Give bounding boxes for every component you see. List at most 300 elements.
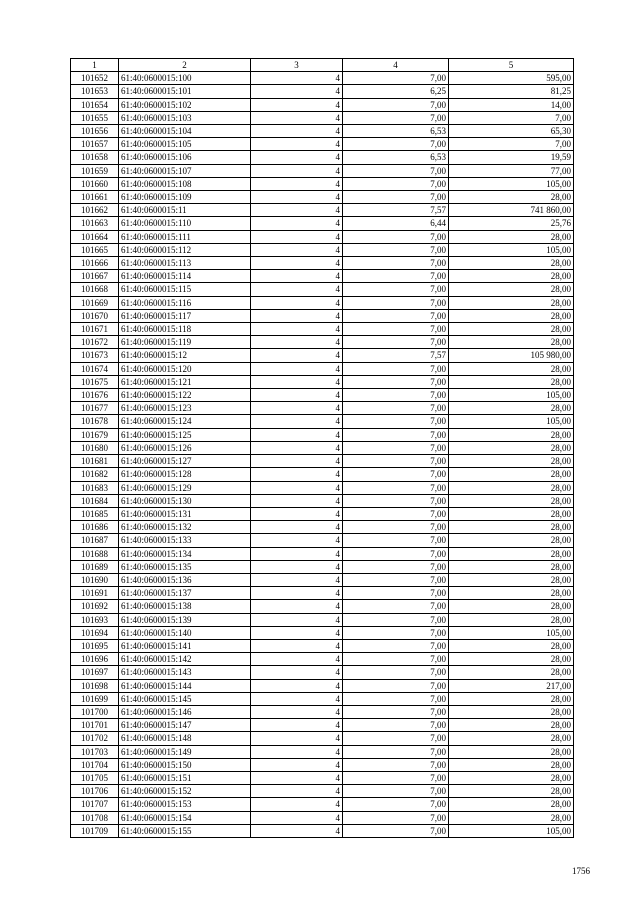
rate-cell: 7,57 [343, 204, 449, 217]
rate-cell: 7,00 [343, 494, 449, 507]
code-cell: 4 [251, 349, 343, 362]
row-number-cell: 101704 [71, 758, 119, 771]
code-cell: 4 [251, 138, 343, 151]
rate-cell: 7,00 [343, 468, 449, 481]
amount-cell: 28,00 [449, 336, 574, 349]
rate-cell: 7,00 [343, 98, 449, 111]
table-row [71, 600, 574, 613]
row-number-cell: 101680 [71, 441, 119, 454]
cadastral-number-cell: 61:40:0600015:102 [119, 98, 251, 111]
column-header-3: 3 [251, 59, 343, 72]
code-cell: 4 [251, 653, 343, 666]
row-number-cell: 101670 [71, 309, 119, 322]
row-number-cell: 101693 [71, 613, 119, 626]
cadastral-number-cell: 61:40:0600015:113 [119, 257, 251, 270]
rate-cell: 7,00 [343, 111, 449, 124]
code-cell: 4 [251, 679, 343, 692]
table-row [71, 653, 574, 666]
table-row [71, 323, 574, 336]
row-number-cell: 101673 [71, 349, 119, 362]
rate-cell: 7,00 [343, 230, 449, 243]
cadastral-number-cell: 61:40:0600015:118 [119, 323, 251, 336]
rate-cell: 7,00 [343, 639, 449, 652]
table-row [71, 111, 574, 124]
rate-cell: 7,00 [343, 72, 449, 85]
amount-cell: 28,00 [449, 257, 574, 270]
rate-cell: 7,00 [343, 534, 449, 547]
row-number-cell: 101674 [71, 362, 119, 375]
table-row [71, 125, 574, 138]
cadastral-number-cell: 61:40:0600015:149 [119, 745, 251, 758]
table-row [71, 679, 574, 692]
rate-cell: 7,00 [343, 573, 449, 586]
amount-cell: 28,00 [449, 600, 574, 613]
cadastral-number-cell: 61:40:0600015:117 [119, 309, 251, 322]
row-number-cell: 101702 [71, 732, 119, 745]
table-row [71, 85, 574, 98]
code-cell: 4 [251, 98, 343, 111]
rate-cell: 6,25 [343, 85, 449, 98]
code-cell: 4 [251, 494, 343, 507]
column-header-2: 2 [119, 59, 251, 72]
cadastral-number-cell: 61:40:0600015:139 [119, 613, 251, 626]
cadastral-number-cell: 61:40:0600015:101 [119, 85, 251, 98]
row-number-cell: 101672 [71, 336, 119, 349]
row-number-cell: 101668 [71, 283, 119, 296]
code-cell: 4 [251, 151, 343, 164]
code-cell: 4 [251, 296, 343, 309]
row-number-cell: 101684 [71, 494, 119, 507]
row-number-cell: 101669 [71, 296, 119, 309]
amount-cell: 28,00 [449, 534, 574, 547]
amount-cell: 28,00 [449, 521, 574, 534]
rate-cell: 7,00 [343, 613, 449, 626]
cadastral-number-cell: 61:40:0600015:154 [119, 811, 251, 824]
row-number-cell: 101696 [71, 653, 119, 666]
rate-cell: 7,00 [343, 547, 449, 560]
table-row [71, 732, 574, 745]
cadastral-number-cell: 61:40:0600015:121 [119, 375, 251, 388]
row-number-cell: 101675 [71, 375, 119, 388]
code-cell: 4 [251, 415, 343, 428]
amount-cell: 595,00 [449, 72, 574, 85]
rate-cell: 7,00 [343, 257, 449, 270]
table-row [71, 758, 574, 771]
rate-cell: 7,00 [343, 626, 449, 639]
cadastral-number-cell: 61:40:0600015:12 [119, 349, 251, 362]
page-number: 1756 [572, 866, 590, 876]
row-number-cell: 101663 [71, 217, 119, 230]
rate-cell: 7,00 [343, 309, 449, 322]
row-number-cell: 101686 [71, 521, 119, 534]
code-cell: 4 [251, 600, 343, 613]
amount-cell: 28,00 [449, 455, 574, 468]
amount-cell: 28,00 [449, 468, 574, 481]
row-number-cell: 101701 [71, 719, 119, 732]
rate-cell: 7,00 [343, 811, 449, 824]
table-row [71, 719, 574, 732]
cadastral-number-cell: 61:40:0600015:130 [119, 494, 251, 507]
rate-cell: 7,57 [343, 349, 449, 362]
cadastral-number-cell: 61:40:0600015:106 [119, 151, 251, 164]
table-row [71, 824, 574, 837]
code-cell: 4 [251, 72, 343, 85]
table-row [71, 151, 574, 164]
cadastral-number-cell: 61:40:0600015:103 [119, 111, 251, 124]
table-row [71, 666, 574, 679]
rate-cell: 7,00 [343, 441, 449, 454]
row-number-cell: 101708 [71, 811, 119, 824]
cadastral-number-cell: 61:40:0600015:100 [119, 72, 251, 85]
table-row [71, 257, 574, 270]
table-row [71, 692, 574, 705]
row-number-cell: 101682 [71, 468, 119, 481]
row-number-cell: 101656 [71, 125, 119, 138]
data-table [70, 58, 574, 838]
row-number-cell: 101685 [71, 507, 119, 520]
table-row [71, 547, 574, 560]
rate-cell: 7,00 [343, 745, 449, 758]
table-row [71, 639, 574, 652]
row-number-cell: 101671 [71, 323, 119, 336]
cadastral-number-cell: 61:40:0600015:140 [119, 626, 251, 639]
row-number-cell: 101692 [71, 600, 119, 613]
rate-cell: 7,00 [343, 283, 449, 296]
code-cell: 4 [251, 243, 343, 256]
code-cell: 4 [251, 521, 343, 534]
code-cell: 4 [251, 560, 343, 573]
row-number-cell: 101705 [71, 771, 119, 784]
table-row [71, 428, 574, 441]
amount-cell: 28,00 [449, 771, 574, 784]
table-row [71, 573, 574, 586]
cadastral-number-cell: 61:40:0600015:131 [119, 507, 251, 520]
code-cell: 4 [251, 573, 343, 586]
amount-cell: 7,00 [449, 111, 574, 124]
amount-cell: 28,00 [449, 296, 574, 309]
row-number-cell: 101652 [71, 72, 119, 85]
amount-cell: 28,00 [449, 587, 574, 600]
amount-cell: 105 980,00 [449, 349, 574, 362]
amount-cell: 28,00 [449, 639, 574, 652]
row-number-cell: 101657 [71, 138, 119, 151]
table-row [71, 507, 574, 520]
rate-cell: 7,00 [343, 732, 449, 745]
row-number-cell: 101679 [71, 428, 119, 441]
row-number-cell: 101654 [71, 98, 119, 111]
amount-cell: 105,00 [449, 243, 574, 256]
code-cell: 4 [251, 111, 343, 124]
cadastral-number-cell: 61:40:0600015:136 [119, 573, 251, 586]
cadastral-number-cell: 61:40:0600015:114 [119, 270, 251, 283]
amount-cell: 7,00 [449, 138, 574, 151]
cadastral-number-cell: 61:40:0600015:137 [119, 587, 251, 600]
code-cell: 4 [251, 666, 343, 679]
amount-cell: 28,00 [449, 719, 574, 732]
code-cell: 4 [251, 257, 343, 270]
cadastral-number-cell: 61:40:0600015:122 [119, 389, 251, 402]
amount-cell: 28,00 [449, 323, 574, 336]
row-number-cell: 101662 [71, 204, 119, 217]
amount-cell: 28,00 [449, 745, 574, 758]
column-header-1: 1 [71, 59, 119, 72]
rate-cell: 7,00 [343, 191, 449, 204]
rate-cell: 6,44 [343, 217, 449, 230]
row-number-cell: 101687 [71, 534, 119, 547]
amount-cell: 28,00 [449, 705, 574, 718]
code-cell: 4 [251, 547, 343, 560]
code-cell: 4 [251, 481, 343, 494]
rate-cell: 7,00 [343, 177, 449, 190]
table-row [71, 270, 574, 283]
code-cell: 4 [251, 468, 343, 481]
amount-cell: 105,00 [449, 177, 574, 190]
table-row [71, 415, 574, 428]
row-number-cell: 101666 [71, 257, 119, 270]
table-row [71, 811, 574, 824]
cadastral-number-cell: 61:40:0600015:135 [119, 560, 251, 573]
row-number-cell: 101698 [71, 679, 119, 692]
code-cell: 4 [251, 177, 343, 190]
table-header-row [71, 59, 574, 72]
cadastral-number-cell: 61:40:0600015:107 [119, 164, 251, 177]
table-row [71, 243, 574, 256]
amount-cell: 14,00 [449, 98, 574, 111]
row-number-cell: 101690 [71, 573, 119, 586]
amount-cell: 19,59 [449, 151, 574, 164]
table-row [71, 785, 574, 798]
row-number-cell: 101707 [71, 798, 119, 811]
code-cell: 4 [251, 428, 343, 441]
cadastral-number-cell: 61:40:0600015:138 [119, 600, 251, 613]
rate-cell: 7,00 [343, 138, 449, 151]
code-cell: 4 [251, 309, 343, 322]
rate-cell: 7,00 [343, 653, 449, 666]
rate-cell: 7,00 [343, 362, 449, 375]
row-number-cell: 101653 [71, 85, 119, 98]
code-cell: 4 [251, 204, 343, 217]
row-number-cell: 101660 [71, 177, 119, 190]
cadastral-number-cell: 61:40:0600015:11 [119, 204, 251, 217]
cadastral-number-cell: 61:40:0600015:147 [119, 719, 251, 732]
table-row [71, 534, 574, 547]
cadastral-number-cell: 61:40:0600015:151 [119, 771, 251, 784]
rate-cell: 7,00 [343, 402, 449, 415]
cadastral-number-cell: 61:40:0600015:119 [119, 336, 251, 349]
code-cell: 4 [251, 692, 343, 705]
table-body [71, 72, 574, 838]
amount-cell: 28,00 [449, 441, 574, 454]
code-cell: 4 [251, 824, 343, 837]
rate-cell: 7,00 [343, 336, 449, 349]
cadastral-number-cell: 61:40:0600015:124 [119, 415, 251, 428]
row-number-cell: 101667 [71, 270, 119, 283]
cadastral-number-cell: 61:40:0600015:127 [119, 455, 251, 468]
table-row [71, 362, 574, 375]
amount-cell: 28,00 [449, 230, 574, 243]
amount-cell: 28,00 [449, 375, 574, 388]
row-number-cell: 101676 [71, 389, 119, 402]
cadastral-number-cell: 61:40:0600015:148 [119, 732, 251, 745]
code-cell: 4 [251, 125, 343, 138]
rate-cell: 7,00 [343, 758, 449, 771]
code-cell: 4 [251, 785, 343, 798]
row-number-cell: 101655 [71, 111, 119, 124]
code-cell: 4 [251, 455, 343, 468]
row-number-cell: 101665 [71, 243, 119, 256]
amount-cell: 105,00 [449, 389, 574, 402]
table-row [71, 349, 574, 362]
code-cell: 4 [251, 507, 343, 520]
rate-cell: 7,00 [343, 164, 449, 177]
code-cell: 4 [251, 613, 343, 626]
table-row [71, 560, 574, 573]
row-number-cell: 101681 [71, 455, 119, 468]
amount-cell: 105,00 [449, 626, 574, 639]
row-number-cell: 101694 [71, 626, 119, 639]
amount-cell: 217,00 [449, 679, 574, 692]
amount-cell: 28,00 [449, 785, 574, 798]
rate-cell: 7,00 [343, 375, 449, 388]
row-number-cell: 101678 [71, 415, 119, 428]
table-row [71, 164, 574, 177]
amount-cell: 28,00 [449, 309, 574, 322]
row-number-cell: 101688 [71, 547, 119, 560]
row-number-cell: 101695 [71, 639, 119, 652]
table-row [71, 402, 574, 415]
table-row [71, 191, 574, 204]
amount-cell: 28,00 [449, 270, 574, 283]
cadastral-number-cell: 61:40:0600015:116 [119, 296, 251, 309]
amount-cell: 28,00 [449, 547, 574, 560]
row-number-cell: 101699 [71, 692, 119, 705]
rate-cell: 7,00 [343, 824, 449, 837]
table-row [71, 336, 574, 349]
amount-cell: 77,00 [449, 164, 574, 177]
rate-cell: 7,00 [343, 587, 449, 600]
cadastral-number-cell: 61:40:0600015:112 [119, 243, 251, 256]
amount-cell: 28,00 [449, 191, 574, 204]
row-number-cell: 101703 [71, 745, 119, 758]
table-row [71, 468, 574, 481]
amount-cell: 28,00 [449, 428, 574, 441]
rate-cell: 7,00 [343, 798, 449, 811]
code-cell: 4 [251, 811, 343, 824]
rate-cell: 7,00 [343, 719, 449, 732]
row-number-cell: 101709 [71, 824, 119, 837]
table-row [71, 217, 574, 230]
cadastral-number-cell: 61:40:0600015:115 [119, 283, 251, 296]
code-cell: 4 [251, 389, 343, 402]
rate-cell: 7,00 [343, 455, 449, 468]
row-number-cell: 101700 [71, 705, 119, 718]
rate-cell: 7,00 [343, 323, 449, 336]
cadastral-number-cell: 61:40:0600015:150 [119, 758, 251, 771]
cadastral-number-cell: 61:40:0600015:142 [119, 653, 251, 666]
code-cell: 4 [251, 705, 343, 718]
cadastral-number-cell: 61:40:0600015:123 [119, 402, 251, 415]
code-cell: 4 [251, 85, 343, 98]
rate-cell: 7,00 [343, 521, 449, 534]
table-row [71, 798, 574, 811]
table-row [71, 230, 574, 243]
table-row [71, 72, 574, 85]
cadastral-number-cell: 61:40:0600015:153 [119, 798, 251, 811]
rate-cell: 7,00 [343, 507, 449, 520]
amount-cell: 105,00 [449, 415, 574, 428]
table-row [71, 494, 574, 507]
rate-cell: 7,00 [343, 560, 449, 573]
row-number-cell: 101691 [71, 587, 119, 600]
row-number-cell: 101664 [71, 230, 119, 243]
amount-cell: 28,00 [449, 653, 574, 666]
rate-cell: 7,00 [343, 692, 449, 705]
rate-cell: 7,00 [343, 243, 449, 256]
code-cell: 4 [251, 798, 343, 811]
cadastral-number-cell: 61:40:0600015:144 [119, 679, 251, 692]
amount-cell: 28,00 [449, 692, 574, 705]
code-cell: 4 [251, 587, 343, 600]
table-row [71, 283, 574, 296]
amount-cell: 28,00 [449, 481, 574, 494]
rate-cell: 7,00 [343, 428, 449, 441]
code-cell: 4 [251, 164, 343, 177]
column-header-5: 5 [449, 59, 574, 72]
code-cell: 4 [251, 217, 343, 230]
amount-cell: 28,00 [449, 283, 574, 296]
cadastral-number-cell: 61:40:0600015:104 [119, 125, 251, 138]
cadastral-number-cell: 61:40:0600015:145 [119, 692, 251, 705]
code-cell: 4 [251, 230, 343, 243]
table-row [71, 521, 574, 534]
cadastral-number-cell: 61:40:0600015:152 [119, 785, 251, 798]
rate-cell: 7,00 [343, 296, 449, 309]
cadastral-number-cell: 61:40:0600015:111 [119, 230, 251, 243]
cadastral-number-cell: 61:40:0600015:134 [119, 547, 251, 560]
code-cell: 4 [251, 639, 343, 652]
code-cell: 4 [251, 745, 343, 758]
table-row [71, 626, 574, 639]
cadastral-number-cell: 61:40:0600015:120 [119, 362, 251, 375]
amount-cell: 28,00 [449, 573, 574, 586]
amount-cell: 28,00 [449, 494, 574, 507]
table-row [71, 441, 574, 454]
table-row [71, 177, 574, 190]
amount-cell: 28,00 [449, 402, 574, 415]
code-cell: 4 [251, 758, 343, 771]
code-cell: 4 [251, 323, 343, 336]
amount-cell: 28,00 [449, 798, 574, 811]
cadastral-number-cell: 61:40:0600015:143 [119, 666, 251, 679]
rate-cell: 7,00 [343, 481, 449, 494]
cadastral-number-cell: 61:40:0600015:110 [119, 217, 251, 230]
amount-cell: 25,76 [449, 217, 574, 230]
cadastral-number-cell: 61:40:0600015:108 [119, 177, 251, 190]
table-row [71, 375, 574, 388]
rate-cell: 6,53 [343, 125, 449, 138]
code-cell: 4 [251, 534, 343, 547]
row-number-cell: 101677 [71, 402, 119, 415]
code-cell: 4 [251, 732, 343, 745]
amount-cell: 28,00 [449, 758, 574, 771]
amount-cell: 28,00 [449, 666, 574, 679]
row-number-cell: 101697 [71, 666, 119, 679]
code-cell: 4 [251, 771, 343, 784]
amount-cell: 741 860,00 [449, 204, 574, 217]
table-row [71, 455, 574, 468]
cadastral-number-cell: 61:40:0600015:141 [119, 639, 251, 652]
table-row [71, 296, 574, 309]
